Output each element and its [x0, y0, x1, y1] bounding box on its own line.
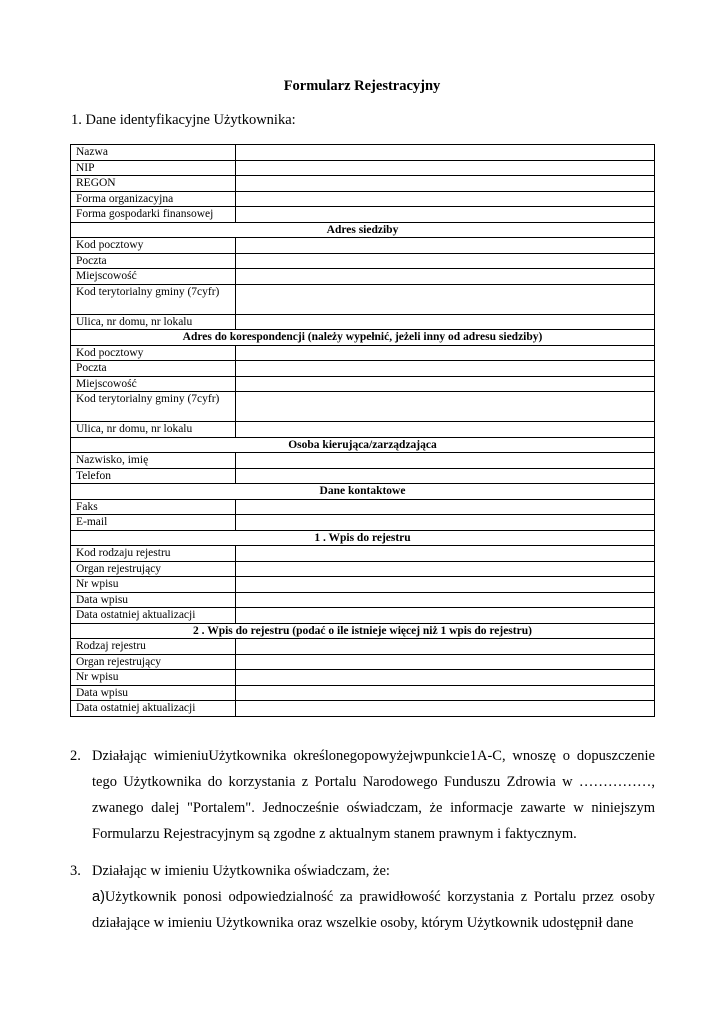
field-value-cell[interactable] — [236, 639, 655, 655]
page-title: Formularz Rejestracyjny — [283, 78, 441, 94]
field-label: Data ostatniej aktualizacji — [71, 701, 236, 717]
table-row — [71, 608, 655, 624]
field-label: Faks — [71, 499, 236, 515]
section-header-row — [71, 530, 655, 546]
field-label: Ulica, nr domu, nr lokalu — [71, 422, 236, 438]
paragraph-3 — [70, 858, 655, 936]
table-row — [71, 160, 655, 176]
field-label: Kod rodzaju rejestru — [71, 546, 236, 562]
point-letter: a) — [92, 889, 105, 905]
section-header: Osoba kierująca/zarządzająca — [71, 437, 655, 453]
field-label: Nr wpisu — [71, 577, 236, 593]
field-value-cell[interactable] — [236, 392, 655, 422]
table-row — [71, 422, 655, 438]
field-label: Forma organizacyjna — [71, 191, 236, 207]
table-row — [71, 176, 655, 192]
field-label: Kod pocztowy — [71, 345, 236, 361]
field-value-cell[interactable] — [236, 577, 655, 593]
field-label: Nr wpisu — [71, 670, 236, 686]
table-row — [71, 361, 655, 377]
table-row — [71, 499, 655, 515]
field-value-cell[interactable] — [236, 176, 655, 192]
field-label: Poczta — [71, 253, 236, 269]
field-label: Kod terytorialny gminy (7cyfr) — [71, 284, 236, 314]
section-heading: 1. Dane identyfikacyjne Użytkownika: — [71, 112, 296, 128]
field-value-cell[interactable] — [236, 269, 655, 285]
field-label: Data wpisu — [71, 592, 236, 608]
paragraph-intro: Działając w imieniu Użytkownika oświadczam, że: — [92, 863, 390, 879]
field-value-cell[interactable] — [236, 561, 655, 577]
field-value-cell[interactable] — [236, 191, 655, 207]
field-value-cell[interactable] — [236, 238, 655, 254]
field-label: Ulica, nr domu, nr lokalu — [71, 314, 236, 330]
field-value-cell[interactable] — [236, 361, 655, 377]
point-a — [92, 884, 655, 936]
field-value-cell[interactable] — [236, 499, 655, 515]
table-row — [71, 269, 655, 285]
field-value-cell[interactable] — [236, 685, 655, 701]
section-header-row — [71, 623, 655, 639]
table-row — [71, 654, 655, 670]
section-header: 2 . Wpis do rejestru (podać o ile istnieje więcej niż 1 wpis do rejestru) — [71, 623, 655, 639]
field-value-cell[interactable] — [236, 284, 655, 314]
field-label: Poczta — [71, 361, 236, 377]
field-value-cell[interactable] — [236, 701, 655, 717]
field-label: NIP — [71, 160, 236, 176]
section-header-row — [71, 484, 655, 500]
table-row — [71, 515, 655, 531]
table-row — [71, 670, 655, 686]
field-label: Telefon — [71, 468, 236, 484]
field-value-cell[interactable] — [236, 670, 655, 686]
table-row — [71, 468, 655, 484]
table-row — [71, 592, 655, 608]
table-row — [71, 453, 655, 469]
field-label: Kod pocztowy — [71, 238, 236, 254]
field-label: REGON — [71, 176, 236, 192]
field-value-cell[interactable] — [236, 207, 655, 223]
table-row — [71, 546, 655, 562]
table-row — [71, 685, 655, 701]
section-header-row — [71, 222, 655, 238]
field-value-cell[interactable] — [236, 515, 655, 531]
table-row — [71, 577, 655, 593]
field-label: Nazwa — [71, 145, 236, 161]
table-row — [71, 191, 655, 207]
paragraph-number: 2. — [70, 748, 81, 764]
field-value-cell[interactable] — [236, 608, 655, 624]
field-label: Rodzaj rejestru — [71, 639, 236, 655]
field-value-cell[interactable] — [236, 546, 655, 562]
field-label: E-mail — [71, 515, 236, 531]
paragraph-2 — [70, 743, 655, 847]
field-label: Miejscowość — [71, 269, 236, 285]
field-label: Forma gospodarki finansowej — [71, 207, 236, 223]
table-row — [71, 701, 655, 717]
field-value-cell[interactable] — [236, 376, 655, 392]
table-row — [71, 639, 655, 655]
field-value-cell[interactable] — [236, 160, 655, 176]
table-row — [71, 561, 655, 577]
field-value-cell[interactable] — [236, 314, 655, 330]
point-text: Użytkownik ponosi odpowiedzialność za prawidłowość korzystania z Portalu przez osoby działające w imieniu Użytkownika oraz wszelkie osoby, którym Użytkownik udostępnił dane — [92, 889, 655, 931]
table-row — [71, 284, 655, 314]
table-row — [71, 207, 655, 223]
field-value-cell[interactable] — [236, 422, 655, 438]
section-header-row — [71, 437, 655, 453]
table-row — [71, 253, 655, 269]
section-header: Adres siedziby — [71, 222, 655, 238]
field-value-cell[interactable] — [236, 253, 655, 269]
field-value-cell[interactable] — [236, 145, 655, 161]
table-row — [71, 376, 655, 392]
table-row — [71, 145, 655, 161]
section-header: Adres do korespondencji (należy wypełnić, jeżeli inny od adresu siedziby) — [71, 330, 655, 346]
registration-table — [70, 144, 655, 717]
table-row — [71, 392, 655, 422]
paragraph-number: 3. — [70, 863, 81, 879]
field-value-cell[interactable] — [236, 468, 655, 484]
field-label: Nazwisko, imię — [71, 453, 236, 469]
section-header: 1 . Wpis do rejestru — [71, 530, 655, 546]
field-value-cell[interactable] — [236, 345, 655, 361]
section-header: Dane kontaktowe — [71, 484, 655, 500]
section-header-row — [71, 330, 655, 346]
field-label: Organ rejestrujący — [71, 561, 236, 577]
table-row — [71, 238, 655, 254]
field-value-cell[interactable] — [236, 453, 655, 469]
field-label: Data wpisu — [71, 685, 236, 701]
table-row — [71, 314, 655, 330]
field-value-cell[interactable] — [236, 592, 655, 608]
field-value-cell[interactable] — [236, 654, 655, 670]
field-label: Data ostatniej aktualizacji — [71, 608, 236, 624]
field-label: Miejscowość — [71, 376, 236, 392]
table-row — [71, 345, 655, 361]
field-label: Organ rejestrujący — [71, 654, 236, 670]
paragraph-text: Działając wimieniuUżytkownika określonegopowyżejwpunkcie1A-C, wnoszę o dopuszczenie tego Użytkownika do korzystania z Portalu Narodowego Funduszu Zdrowia w ……………, zwanego dalej "Portalem". Jednocześnie oświadczam, że informacje zawarte w niniejszym Formularzu Rejestracyjnym są zgodne z aktualnym stanem prawnym i faktycznym. — [92, 748, 655, 842]
field-label: Kod terytorialny gminy (7cyfr) — [71, 392, 236, 422]
